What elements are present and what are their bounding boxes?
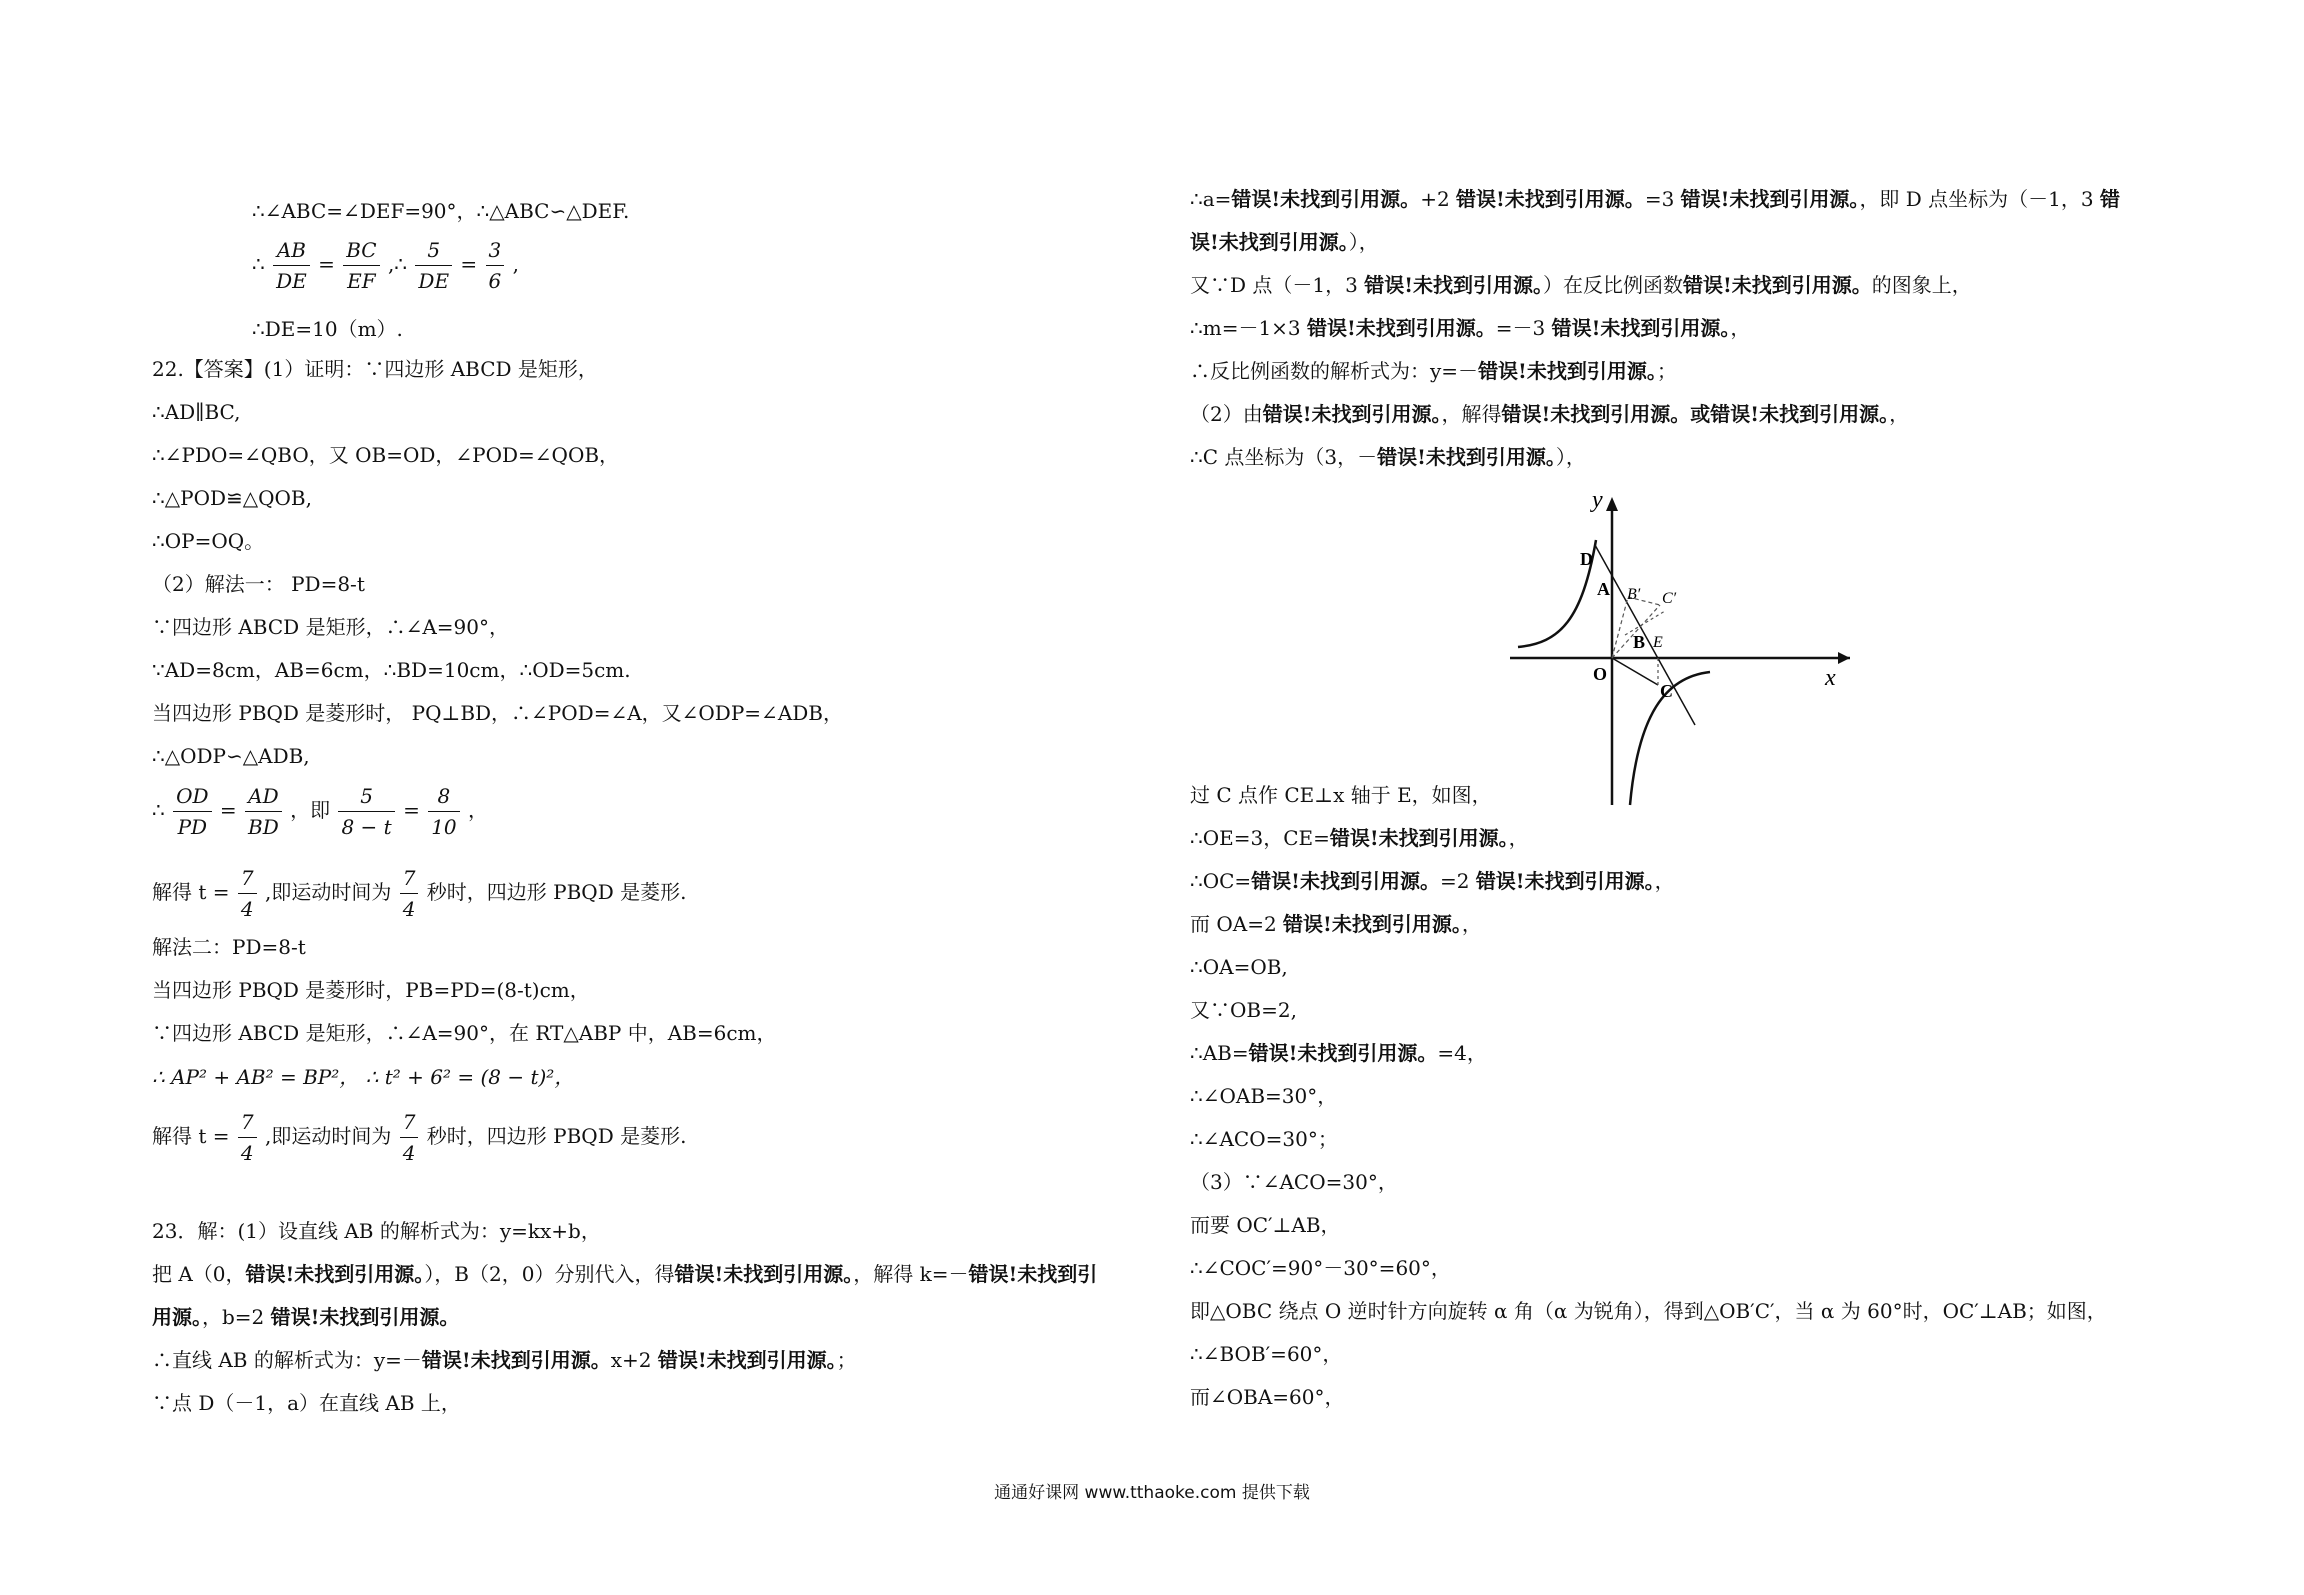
page-footer: 通通好课网 www.tthaoke.com 提供下载 [994, 1483, 1310, 1503]
fraction: $\frac{AB}{DE}$ [273, 235, 310, 296]
text: ∴ [252, 252, 265, 276]
text-line: 当四边形 PBQD 是菱形时，PB=PD=(8-t)cm， [152, 978, 590, 1002]
text-line: ∴∠ACO=30°； [1190, 1127, 1338, 1151]
text-line: ∵AD=8cm，AB=6cm，∴BD=10cm，∴OD=5cm. [152, 658, 631, 682]
text-line: ∴∠PDO=∠QBO，又 OB=OD，∠POD=∠QOB， [152, 443, 620, 467]
text-line: ∴OC=错误!未找到引用源。=2 错误!未找到引用源。， [1190, 869, 1675, 893]
label-b: B [1633, 632, 1646, 652]
label-y: y [1592, 487, 1603, 513]
fraction: $\frac{7}{4}$ [238, 863, 257, 924]
text-line: 误!未找到引用源。）， [1190, 230, 1379, 254]
fraction: $\frac{AD}{BD}$ [245, 781, 282, 842]
text-line: ∴△POD≌△QOB, [152, 486, 312, 510]
fraction-line: 解得 t = $\frac{7}{4}$ ,即运动时间为 $\frac{7}{4}$ 秒时，四边形 PBQD 是菱形. [152, 863, 686, 924]
segment-oc [1612, 658, 1658, 685]
label-e: E [1653, 634, 1663, 651]
text-line: 过 C 点作 CE⊥x 轴于 E，如图， [1190, 783, 1492, 807]
fraction-line: 解得 t = $\frac{7}{4}$ ,即运动时间为 $\frac{7}{4}$ 秒时，四边形 PBQD 是菱形. [152, 1107, 686, 1168]
text-line: （2）由错误!未找到引用源。，解得错误!未找到引用源。或错误!未找到引用源。， [1190, 402, 1910, 426]
fraction-line: ∴ $\frac{OD}{PD}$ = $\frac{AD}{BD}$ ，即 $\frac{5}{8 - t}$ = $\frac{8}{10}$ ， [152, 781, 488, 842]
text-line: ∴∠BOB′=60°， [1190, 1342, 1343, 1366]
fraction: $\frac{5}{DE}$ [415, 235, 452, 296]
text-line: ∴m=－1×3 错误!未找到引用源。=－3 错误!未找到引用源。， [1190, 316, 1751, 340]
text-line: 23．解：(1）设直线 AB 的解析式为：y=kx+b， [152, 1219, 601, 1243]
text-line: ∴△ODP∽△ADB, [152, 744, 310, 768]
text-line: ∴ AP² + AB² = BP²， ∴ t² + 6² = (8 − t)²， [152, 1065, 575, 1089]
text-line: 22.【答案】(1）证明：∵四边形 ABCD 是矩形， [152, 357, 598, 381]
text-line: ∴C 点坐标为（3，－错误!未找到引用源。）， [1190, 445, 1586, 469]
text-line: ∵四边形 ABCD 是矩形，∴∠A=90°，在 RT△ABP 中，AB=6cm， [152, 1021, 777, 1045]
label-c: C [1660, 681, 1673, 701]
fraction: $\frac{5}{8 - t}$ [338, 781, 394, 842]
text-line: ∵点 D（－1，a）在直线 AB 上， [152, 1391, 461, 1415]
coordinate-figure [1500, 485, 1860, 815]
fraction: $\frac{8}{10}$ [428, 781, 459, 842]
text-line: 即△OBC 绕点 O 逆时针方向旋转 α 角（α 为锐角），得到△OB′C′，当 α 为 60°时，OC′⊥AB；如图， [1190, 1299, 2107, 1323]
text-line: ∴a=错误!未找到引用源。+2 错误!未找到引用源。=3 错误!未找到引用源。，即 D 点坐标为（－1，3 错 [1190, 187, 2120, 211]
segment-ob1 [1612, 597, 1628, 658]
text-line: ∴DE=10（m）. [252, 317, 403, 341]
label-a: A [1597, 579, 1610, 599]
text-line: ∴∠COC′=90°－30°=60°， [1190, 1256, 1451, 1280]
text-line: （2）解法一： PD=8-t [152, 572, 365, 596]
text-line: 而 OA=2 错误!未找到引用源。， [1190, 912, 1482, 936]
text-line: ∴OE=3，CE=错误!未找到引用源。， [1190, 826, 1529, 850]
text-line: ∴∠OAB=30°， [1190, 1084, 1338, 1108]
fraction: $\frac{BC}{EF}$ [343, 235, 379, 296]
y-axis-arrow [1606, 497, 1618, 511]
text-line: （3）∵∠ACO=30°， [1190, 1170, 1398, 1194]
fraction: $\frac{7}{4}$ [400, 1107, 419, 1168]
label-o: O [1593, 664, 1608, 684]
text: = [318, 252, 335, 276]
fraction: $\frac{OD}{PD}$ [173, 781, 211, 842]
label-c-prime: C′ [1662, 590, 1677, 607]
text-line: ∴AD∥BC, [152, 400, 241, 424]
text: = [460, 252, 478, 276]
text: ,∴ [387, 252, 408, 276]
text-line: ∴AB=错误!未找到引用源。=4， [1190, 1041, 1487, 1065]
text-line: 把 A（0，错误!未找到引用源。），B（2，0）分别代入，得错误!未找到引用源。，解得 k=－错误!未找到引 [152, 1262, 1098, 1286]
text-line: 而要 OC′⊥AB， [1190, 1213, 1341, 1237]
x-axis-arrow [1838, 652, 1850, 664]
label-b-prime: B′ [1627, 586, 1641, 603]
text-line: ∴OP=OQ。 [152, 529, 265, 553]
text-line: ∴∠ABC=∠DEF=90°，∴△ABC∽△DEF. [252, 199, 630, 223]
label-d: D [1580, 549, 1593, 569]
fraction: $\frac{7}{4}$ [238, 1107, 257, 1168]
text-line: 用源。，b=2 错误!未找到引用源。 [152, 1305, 460, 1329]
text-line: 当四边形 PBQD 是菱形时， PQ⊥BD，∴∠POD=∠A，又∠ODP=∠ADB， [152, 701, 843, 725]
text-line: 解法二：PD=8-t [152, 935, 306, 959]
text-line: ∴反比例函数的解析式为：y=－错误!未找到引用源。； [1190, 359, 1677, 383]
fraction-line [252, 235, 519, 296]
text-line: 又∵OB=2, [1190, 998, 1297, 1022]
fraction: $\frac{3}{6}$ [486, 235, 505, 296]
label-x: x [1825, 665, 1836, 691]
text-line: ∴直线 AB 的解析式为：y=－错误!未找到引用源。x+2 错误!未找到引用源。； [152, 1348, 857, 1372]
text-line: ∵四边形 ABCD 是矩形，∴∠A=90°， [152, 615, 509, 639]
text-line: 又∵D 点（－1，3 错误!未找到引用源。）在反比例函数错误!未找到引用源。的图象上， [1190, 273, 1972, 297]
text: , [512, 252, 519, 276]
text-line: 而∠OBA=60°， [1190, 1385, 1345, 1409]
fraction: $\frac{7}{4}$ [400, 863, 419, 924]
text-line: ∴OA=OB, [1190, 955, 1288, 979]
